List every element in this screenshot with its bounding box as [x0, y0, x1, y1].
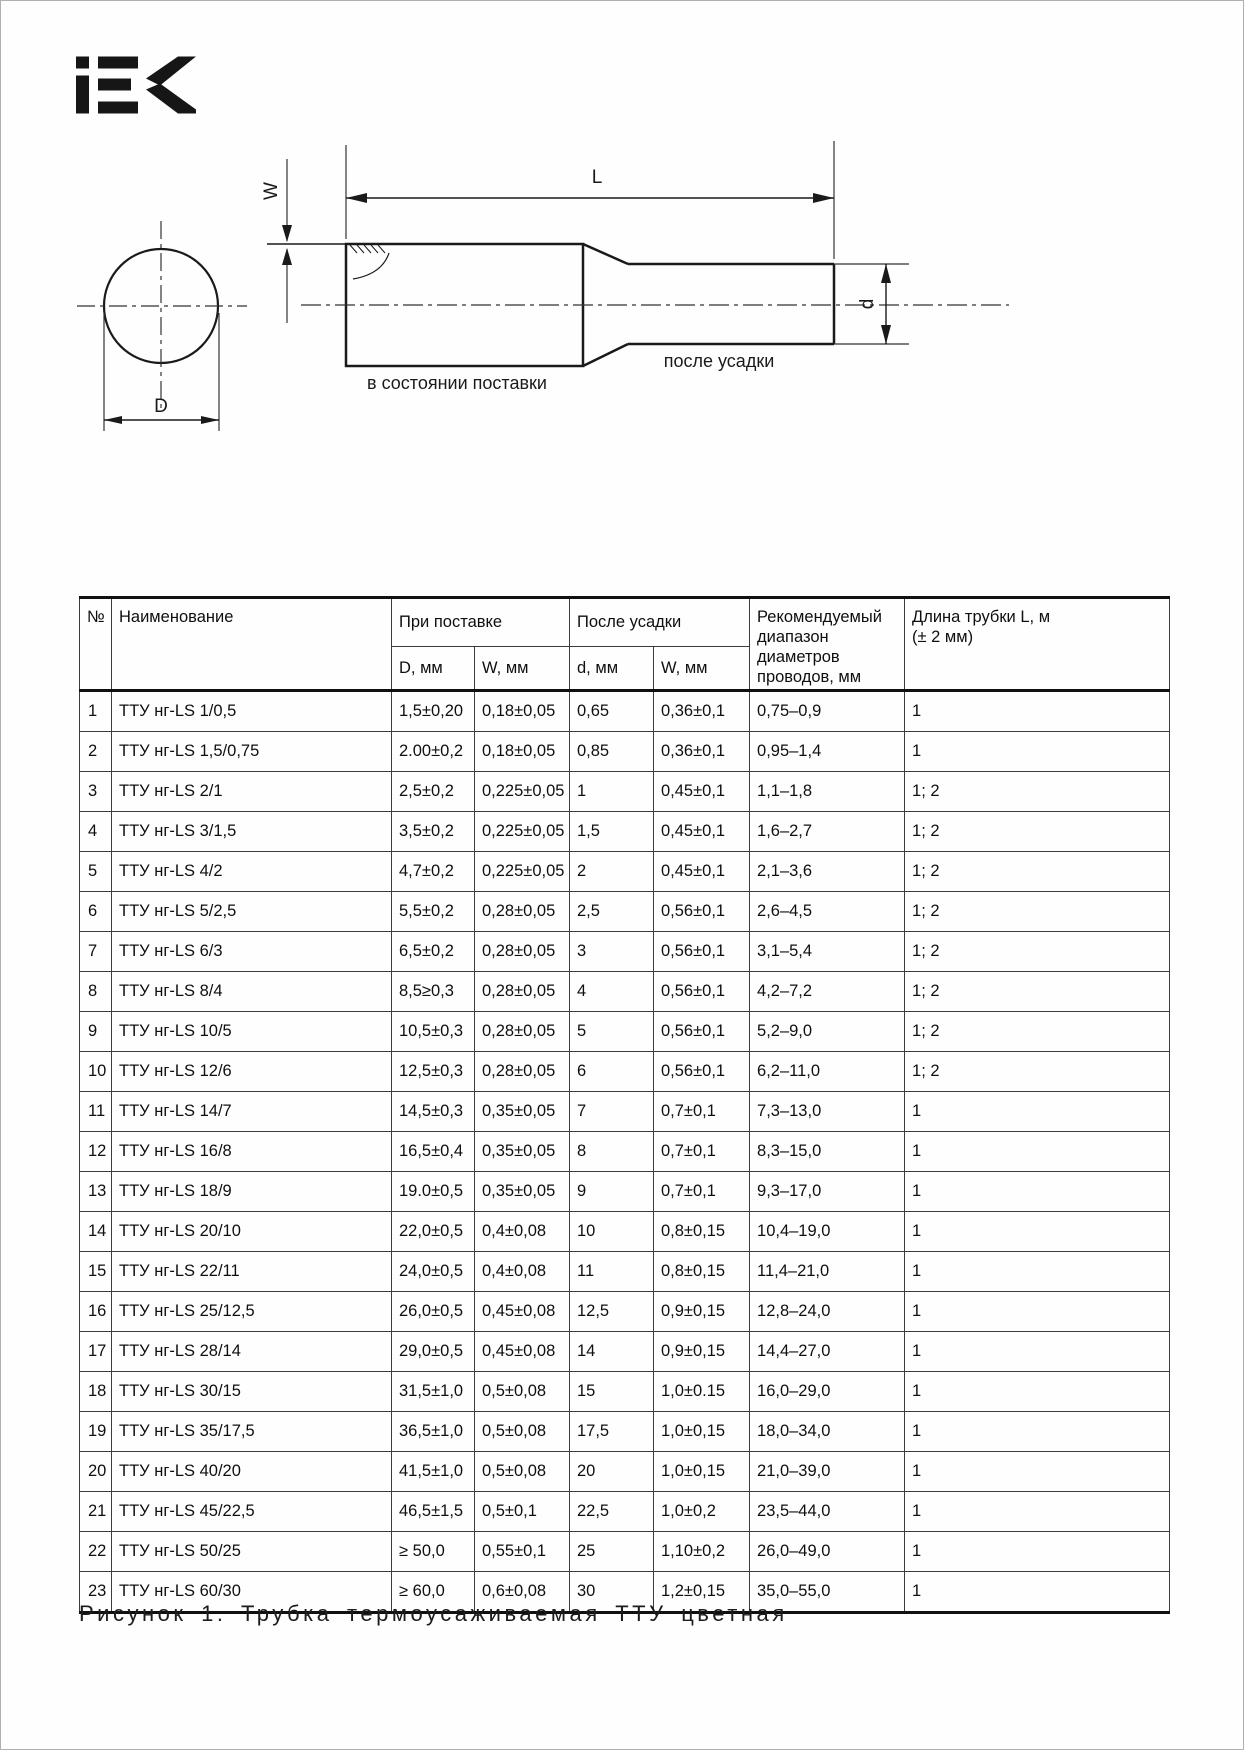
data-cell: 0,45±0,1 [654, 772, 750, 812]
data-cell: 3,1–5,4 [750, 932, 905, 972]
row-number-cell: 12 [80, 1132, 112, 1172]
table-row [80, 892, 1170, 932]
col-header-length-line1: Длина трубки L, м [912, 608, 1051, 626]
data-cell: 14,5±0,3 [392, 1092, 475, 1132]
data-cell: 36,5±1,0 [392, 1412, 475, 1452]
data-cell: ТТУ нг-LS 45/22,5 [112, 1492, 392, 1532]
data-cell: ТТУ нг-LS 22/11 [112, 1252, 392, 1292]
data-cell: 24,0±0,5 [392, 1252, 475, 1292]
data-cell: 1 [905, 1212, 1170, 1252]
col-header-range: Рекомендуемый диапазон диаметров проводов, мм [750, 598, 905, 691]
data-cell: 1,2±0,15 [654, 1572, 750, 1613]
state-supplied-label: в состоянии поставки [367, 373, 547, 393]
data-cell: 0,36±0,1 [654, 732, 750, 772]
data-cell: 16,5±0,4 [392, 1132, 475, 1172]
data-cell: 15 [570, 1372, 654, 1412]
data-cell: 2 [570, 852, 654, 892]
data-cell: 46,5±1,5 [392, 1492, 475, 1532]
data-cell: 1 [905, 1412, 1170, 1452]
data-cell: 0,45±0,1 [654, 852, 750, 892]
data-cell: 10,5±0,3 [392, 1012, 475, 1052]
col-header-W-mm: W, мм [475, 646, 570, 690]
data-cell: ТТУ нг-LS 8/4 [112, 972, 392, 1012]
data-cell: 6 [570, 1052, 654, 1092]
data-cell: 4,2–7,2 [750, 972, 905, 1012]
data-cell: 0,56±0,1 [654, 972, 750, 1012]
data-cell: 5,2–9,0 [750, 1012, 905, 1052]
data-cell: 3 [570, 932, 654, 972]
table-row [80, 1092, 1170, 1132]
data-cell: 6,2–11,0 [750, 1052, 905, 1092]
data-cell: 0,225±0,05 [475, 812, 570, 852]
row-number-cell: 23 [80, 1572, 112, 1613]
data-cell: 22,5 [570, 1492, 654, 1532]
table-row [80, 1452, 1170, 1492]
table-row [80, 772, 1170, 812]
data-cell: ТТУ нг-LS 6/3 [112, 932, 392, 972]
data-cell: 8,5≥0,3 [392, 972, 475, 1012]
w-arrow-up [282, 248, 292, 265]
data-cell: 1 [905, 732, 1170, 772]
logo-e-top [98, 57, 138, 69]
l-arrow-left [346, 193, 367, 203]
data-cell: 14,4–27,0 [750, 1332, 905, 1372]
data-cell: 0,28±0,05 [475, 932, 570, 972]
data-cell: ТТУ нг-LS 4/2 [112, 852, 392, 892]
data-cell: 8 [570, 1132, 654, 1172]
l-arrow-right [813, 193, 834, 203]
table-row [80, 691, 1170, 732]
data-cell: 31,5±1,0 [392, 1372, 475, 1412]
row-number-cell: 17 [80, 1332, 112, 1372]
table-row [80, 812, 1170, 852]
data-cell: 1 [905, 1292, 1170, 1332]
dim-label-small-d: d [857, 298, 878, 310]
data-cell: 4,7±0,2 [392, 852, 475, 892]
data-cell: 0,75–0,9 [750, 691, 905, 732]
data-cell: ≥ 50,0 [392, 1532, 475, 1572]
data-cell: 0,45±0,08 [475, 1292, 570, 1332]
data-cell: 0,35±0,05 [475, 1092, 570, 1132]
state-shrunk-label: после усадки [663, 351, 775, 371]
table-row [80, 1172, 1170, 1212]
row-number-cell: 22 [80, 1532, 112, 1572]
data-cell: ТТУ нг-LS 10/5 [112, 1012, 392, 1052]
data-cell: 0,28±0,05 [475, 1052, 570, 1092]
data-cell: 26,0±0,5 [392, 1292, 475, 1332]
data-cell: 0,55±0,1 [475, 1532, 570, 1572]
table-row [80, 1412, 1170, 1452]
row-number-cell: 2 [80, 732, 112, 772]
table-row [80, 932, 1170, 972]
data-cell: ТТУ нг-LS 25/12,5 [112, 1292, 392, 1332]
data-cell: 2,6–4,5 [750, 892, 905, 932]
data-cell: ТТУ нг-LS 12/6 [112, 1052, 392, 1092]
data-cell: ТТУ нг-LS 40/20 [112, 1452, 392, 1492]
logo-i-dot [76, 57, 89, 69]
data-cell: 0,5±0,08 [475, 1452, 570, 1492]
col-header-num: № [80, 598, 112, 691]
data-cell: 2.00±0,2 [392, 732, 475, 772]
data-cell: 1; 2 [905, 972, 1170, 1012]
data-cell: 0,56±0,1 [654, 932, 750, 972]
data-cell: 16,0–29,0 [750, 1372, 905, 1412]
data-cell: 0,7±0,1 [654, 1132, 750, 1172]
data-cell: 0,35±0,05 [475, 1132, 570, 1172]
data-cell: ТТУ нг-LS 2/1 [112, 772, 392, 812]
data-cell: 1; 2 [905, 1052, 1170, 1092]
data-cell: 0,5±0,08 [475, 1372, 570, 1412]
data-cell: 0,28±0,05 [475, 972, 570, 1012]
data-cell: 1 [905, 1132, 1170, 1172]
taper-bottom [583, 344, 628, 366]
row-number-cell: 16 [80, 1292, 112, 1332]
data-cell: 30 [570, 1572, 654, 1613]
figure-caption: Рисунок 1. Трубка термоусаживаемая ТТУ цветная [79, 1601, 788, 1626]
data-cell: 29,0±0,5 [392, 1332, 475, 1372]
data-cell: 1 [905, 691, 1170, 732]
data-cell: 19.0±0,5 [392, 1172, 475, 1212]
row-number-cell: 11 [80, 1092, 112, 1132]
row-number-cell: 5 [80, 852, 112, 892]
data-cell: 1,6–2,7 [750, 812, 905, 852]
logo-k-upper [146, 57, 196, 86]
data-cell: 1 [905, 1532, 1170, 1572]
data-cell: 23,5–44,0 [750, 1492, 905, 1532]
data-cell: 0,56±0,1 [654, 892, 750, 932]
data-cell: 0,8±0,15 [654, 1212, 750, 1252]
row-number-cell: 20 [80, 1452, 112, 1492]
data-cell: 0,225±0,05 [475, 772, 570, 812]
inner-bore-curve [353, 253, 389, 279]
data-cell: 0,7±0,1 [654, 1172, 750, 1212]
d-arrow-left [104, 416, 122, 424]
data-cell: 0,95–1,4 [750, 732, 905, 772]
table-row [80, 732, 1170, 772]
data-cell: 0,85 [570, 732, 654, 772]
data-cell: 0,18±0,05 [475, 691, 570, 732]
data-cell: 7 [570, 1092, 654, 1132]
data-cell: 0,35±0,05 [475, 1172, 570, 1212]
data-cell: ТТУ нг-LS 18/9 [112, 1172, 392, 1212]
data-cell: ТТУ нг-LS 1/0,5 [112, 691, 392, 732]
small-d-arrow-down [881, 325, 891, 344]
table-row [80, 1492, 1170, 1532]
spec-table [79, 596, 1170, 1614]
data-cell: 21,0–39,0 [750, 1452, 905, 1492]
data-cell: 4 [570, 972, 654, 1012]
data-cell: 12,8–24,0 [750, 1292, 905, 1332]
table-row [80, 1132, 1170, 1172]
data-cell: 11,4–21,0 [750, 1252, 905, 1292]
data-cell: 25 [570, 1532, 654, 1572]
data-cell: 0,45±0,08 [475, 1332, 570, 1372]
data-cell: 0,7±0,1 [654, 1092, 750, 1132]
data-cell: 1; 2 [905, 812, 1170, 852]
table-row [80, 1012, 1170, 1052]
data-cell: 1 [905, 1172, 1170, 1212]
w-arrow-down [282, 225, 292, 242]
data-cell: 0,56±0,1 [654, 1012, 750, 1052]
data-cell: 26,0–49,0 [750, 1532, 905, 1572]
data-cell: 0,28±0,05 [475, 892, 570, 932]
data-cell: 10,4–19,0 [750, 1212, 905, 1252]
data-cell: ТТУ нг-LS 16/8 [112, 1132, 392, 1172]
data-cell: 0,8±0,15 [654, 1252, 750, 1292]
spec-table-body [80, 691, 1170, 1613]
data-cell: 1,5 [570, 812, 654, 852]
data-cell: 5,5±0,2 [392, 892, 475, 932]
data-cell: 41,5±1,0 [392, 1452, 475, 1492]
col-header-d-mm: d, мм [570, 646, 654, 690]
data-cell: 0,4±0,08 [475, 1212, 570, 1252]
row-number-cell: 13 [80, 1172, 112, 1212]
data-cell: 0,9±0,15 [654, 1292, 750, 1332]
data-cell: 35,0–55,0 [750, 1572, 905, 1613]
table-row [80, 1332, 1170, 1372]
row-number-cell: 6 [80, 892, 112, 932]
spec-table-header [80, 598, 1170, 691]
data-cell: 2,5±0,2 [392, 772, 475, 812]
iek-logo-graphic [76, 56, 196, 114]
data-cell: 20 [570, 1452, 654, 1492]
table-row [80, 1532, 1170, 1572]
small-d-arrow-up [881, 264, 891, 283]
row-number-cell: 14 [80, 1212, 112, 1252]
dim-label-W: W [261, 182, 282, 200]
data-cell: ТТУ нг-LS 20/10 [112, 1212, 392, 1252]
data-cell: ТТУ нг-LS 3/1,5 [112, 812, 392, 852]
data-cell: 1; 2 [905, 1012, 1170, 1052]
row-number-cell: 7 [80, 932, 112, 972]
data-cell: 1 [905, 1372, 1170, 1412]
data-cell: 1 [570, 772, 654, 812]
iek-logo [76, 56, 196, 114]
data-cell: 2,5 [570, 892, 654, 932]
data-cell: 5 [570, 1012, 654, 1052]
data-cell: 1 [905, 1332, 1170, 1372]
taper-top [583, 244, 628, 264]
row-number-cell: 10 [80, 1052, 112, 1092]
data-cell: ТТУ нг-LS 14/7 [112, 1092, 392, 1132]
data-cell: ТТУ нг-LS 1,5/0,75 [112, 732, 392, 772]
data-cell: 2,1–3,6 [750, 852, 905, 892]
data-cell: 18,0–34,0 [750, 1412, 905, 1452]
d-arrow-right [201, 416, 219, 424]
logo-e-bottom [98, 102, 138, 114]
table-row [80, 1052, 1170, 1092]
data-cell: 0,45±0,1 [654, 812, 750, 852]
data-cell: 1 [905, 1492, 1170, 1532]
col-header-length [905, 598, 1170, 691]
table-row [80, 1252, 1170, 1292]
row-number-cell: 21 [80, 1492, 112, 1532]
data-cell: 1,0±0,2 [654, 1492, 750, 1532]
data-cell: 1 [905, 1452, 1170, 1492]
data-cell: 1 [905, 1092, 1170, 1132]
data-cell: ТТУ нг-LS 30/15 [112, 1372, 392, 1412]
data-cell: 22,0±0,5 [392, 1212, 475, 1252]
row-number-cell: 3 [80, 772, 112, 812]
data-cell: 3,5±0,2 [392, 812, 475, 852]
data-cell: 0,5±0,1 [475, 1492, 570, 1532]
data-cell: ТТУ нг-LS 60/30 [112, 1572, 392, 1613]
row-number-cell: 9 [80, 1012, 112, 1052]
data-cell: 0,4±0,08 [475, 1252, 570, 1292]
data-cell: 0,65 [570, 691, 654, 732]
data-cell: 1,1–1,8 [750, 772, 905, 812]
col-header-W2-mm: W, мм [654, 646, 750, 690]
table-row [80, 1292, 1170, 1332]
tube-drawing-svg [1, 131, 1244, 476]
row-number-cell: 4 [80, 812, 112, 852]
data-cell: 0,28±0,05 [475, 1012, 570, 1052]
data-cell: 0,5±0,08 [475, 1412, 570, 1452]
col-group-shrunk: После усадки [570, 598, 750, 647]
logo-k-lower [146, 84, 196, 114]
logo-i-stem [76, 76, 89, 114]
wall-hatching [350, 245, 385, 253]
data-cell: 6,5±0,2 [392, 932, 475, 972]
data-cell: ТТУ нг-LS 5/2,5 [112, 892, 392, 932]
data-cell: 7,3–13,0 [750, 1092, 905, 1132]
logo-e-mid [98, 79, 131, 91]
data-cell: 0,36±0,1 [654, 691, 750, 732]
data-cell: 1; 2 [905, 932, 1170, 972]
data-cell: 14 [570, 1332, 654, 1372]
data-cell: 1 [905, 1252, 1170, 1292]
table-row [80, 1372, 1170, 1412]
data-cell: ТТУ нг-LS 35/17,5 [112, 1412, 392, 1452]
data-cell: 1,0±0,15 [654, 1452, 750, 1492]
data-cell: 12,5±0,3 [392, 1052, 475, 1092]
data-cell: ≥ 60,0 [392, 1572, 475, 1613]
row-number-cell: 18 [80, 1372, 112, 1412]
data-cell: 1,0±0.15 [654, 1372, 750, 1412]
tube-drawing [1, 131, 1244, 476]
data-cell: 0,6±0,08 [475, 1572, 570, 1613]
data-cell: ТТУ нг-LS 28/14 [112, 1332, 392, 1372]
table-row [80, 852, 1170, 892]
data-cell: 9,3–17,0 [750, 1172, 905, 1212]
dim-label-D: D [154, 396, 168, 417]
data-cell: 1,5±0,20 [392, 691, 475, 732]
col-header-name: Наименование [112, 598, 392, 691]
data-cell: 9 [570, 1172, 654, 1212]
col-header-D-mm: D, мм [392, 646, 475, 690]
row-number-cell: 19 [80, 1412, 112, 1452]
row-number-cell: 1 [80, 691, 112, 732]
data-cell: 1; 2 [905, 772, 1170, 812]
data-cell: 0,225±0,05 [475, 852, 570, 892]
data-cell: 12,5 [570, 1292, 654, 1332]
table-row [80, 972, 1170, 1012]
table-row [80, 1212, 1170, 1252]
data-cell: 1; 2 [905, 892, 1170, 932]
data-cell: 0,18±0,05 [475, 732, 570, 772]
data-cell: 17,5 [570, 1412, 654, 1452]
data-cell: 1,10±0,2 [654, 1532, 750, 1572]
data-cell: 0,56±0,1 [654, 1052, 750, 1092]
data-cell: ТТУ нг-LS 50/25 [112, 1532, 392, 1572]
data-cell: 1,0±0,15 [654, 1412, 750, 1452]
data-cell: 11 [570, 1252, 654, 1292]
row-number-cell: 15 [80, 1252, 112, 1292]
data-cell: 1; 2 [905, 852, 1170, 892]
row-number-cell: 8 [80, 972, 112, 1012]
data-cell: 1 [905, 1572, 1170, 1613]
col-group-supply: При поставке [392, 598, 570, 647]
data-cell: 8,3–15,0 [750, 1132, 905, 1172]
data-cell: 10 [570, 1212, 654, 1252]
data-cell: 0,9±0,15 [654, 1332, 750, 1372]
dim-label-L: L [591, 167, 603, 188]
col-header-length-line2: (± 2 мм) [912, 628, 974, 646]
